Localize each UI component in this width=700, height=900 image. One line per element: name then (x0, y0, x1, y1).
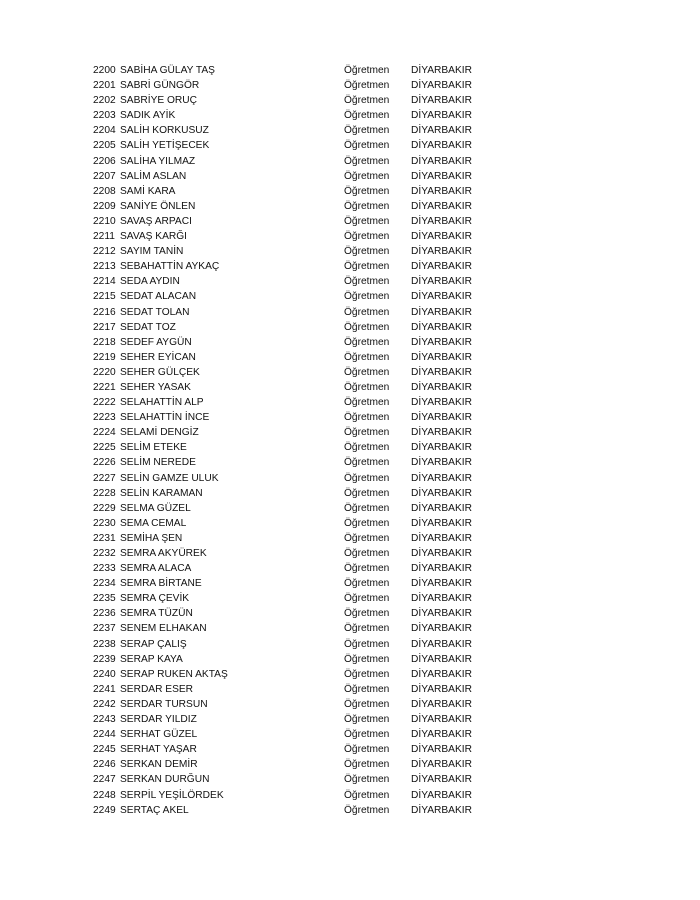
row-number: 2208 (93, 185, 116, 197)
list-item (93, 667, 493, 682)
row-number: 2229 (93, 502, 116, 514)
person-name: SEDAT TOLAN (120, 306, 190, 318)
job-title: Öğretmen (344, 110, 390, 122)
city-name: DİYARBAKIR (411, 397, 472, 409)
person-name: SAVAŞ KARĞI (120, 231, 187, 243)
list-item (93, 335, 493, 350)
person-name: SABRİ GÜNGÖR (120, 80, 200, 92)
person-name: SEDEF AYGÜN (120, 336, 192, 348)
city-name: DİYARBAKIR (411, 321, 472, 333)
person-name: SELİM ETEKE (120, 442, 187, 454)
person-name: SEHER GÜLÇEK (120, 366, 200, 378)
job-title: Öğretmen (344, 789, 390, 801)
list-item (93, 455, 493, 470)
job-title: Öğretmen (344, 593, 390, 605)
person-name: SERKAN DURĞUN (120, 774, 210, 786)
job-title: Öğretmen (344, 548, 390, 559)
person-name: SEMRA BİRTANE (120, 578, 202, 590)
person-name: SALİM ASLAN (120, 170, 187, 182)
row-number: 2210 (93, 215, 116, 227)
list-item (93, 350, 493, 365)
job-title: Öğretmen (344, 381, 390, 393)
row-number: 2228 (93, 487, 116, 499)
row-number: 2200 (93, 65, 116, 76)
row-number: 2221 (93, 381, 116, 393)
job-title: Öğretmen (344, 261, 390, 273)
row-number: 2209 (93, 200, 116, 212)
city-name: DİYARBAKIR (411, 155, 472, 167)
person-name: SERTAÇ AKEL (120, 804, 189, 816)
job-title: Öğretmen (344, 351, 390, 363)
city-name: DİYARBAKIR (411, 366, 472, 378)
city-name: DİYARBAKIR (411, 306, 472, 318)
city-name: DİYARBAKIR (411, 65, 472, 76)
row-number: 2230 (93, 517, 116, 529)
person-name: SERDAR YILDIZ (120, 714, 197, 726)
person-name: SERAP RUKEN AKTAŞ (120, 668, 228, 680)
person-name: SELAHATTİN ALP (120, 397, 204, 409)
job-title: Öğretmen (344, 804, 390, 816)
city-name: DİYARBAKIR (411, 532, 472, 544)
list-item (93, 305, 493, 320)
list-item (93, 772, 493, 787)
list-item (93, 471, 493, 486)
list-item (93, 803, 493, 818)
city-name: DİYARBAKIR (411, 744, 472, 756)
city-name: DİYARBAKIR (411, 276, 472, 288)
list-item (93, 320, 493, 335)
row-number: 2207 (93, 170, 116, 182)
job-title: Öğretmen (344, 623, 390, 635)
row-number: 2214 (93, 276, 116, 288)
row-number: 2234 (93, 578, 116, 590)
list-item (93, 274, 493, 289)
row-number: 2203 (93, 110, 116, 122)
city-name: DİYARBAKIR (411, 714, 472, 726)
person-name: SERHAT GÜZEL (120, 729, 198, 741)
city-name: DİYARBAKIR (411, 231, 472, 243)
person-name: SERDAR TURSUN (120, 698, 208, 710)
job-title: Öğretmen (344, 246, 390, 258)
list-item (93, 259, 493, 274)
row-number: 2235 (93, 593, 116, 605)
city-name: DİYARBAKIR (411, 487, 472, 499)
city-name: DİYARBAKIR (411, 683, 472, 695)
list-item (93, 78, 493, 93)
job-title: Öğretmen (344, 140, 390, 152)
row-number: 2220 (93, 366, 116, 378)
person-name: SEDAT ALACAN (120, 291, 197, 303)
list-item (93, 606, 493, 621)
list-item (93, 652, 493, 667)
list-item (93, 154, 493, 169)
job-title: Öğretmen (344, 366, 390, 378)
person-name: SEMRA AKYÜREK (120, 548, 207, 559)
person-name: SERDAR ESER (120, 683, 194, 695)
row-number: 2222 (93, 397, 116, 409)
list-item (93, 591, 493, 606)
row-number: 2224 (93, 427, 116, 439)
person-name: SALİH KORKUSUZ (120, 125, 209, 137)
row-number: 2237 (93, 623, 116, 635)
person-name: SELAMİ DENGİZ (120, 427, 199, 439)
row-number: 2202 (93, 95, 116, 107)
person-name: SERPİL YEŞİLÖRDEK (120, 789, 224, 801)
job-title: Öğretmen (344, 155, 390, 167)
list-item (93, 199, 493, 214)
row-number: 2232 (93, 548, 116, 559)
person-name: SEMRA ALACA (120, 563, 192, 575)
city-name: DİYARBAKIR (411, 95, 472, 107)
row-number: 2219 (93, 351, 116, 363)
job-title: Öğretmen (344, 397, 390, 409)
city-name: DİYARBAKIR (411, 246, 472, 258)
city-name: DİYARBAKIR (411, 804, 472, 816)
row-number: 2213 (93, 261, 116, 273)
city-name: DİYARBAKIR (411, 563, 472, 575)
list-item (93, 516, 493, 531)
person-name: SENEM ELHAKAN (120, 623, 207, 635)
row-number: 2212 (93, 246, 116, 258)
job-title: Öğretmen (344, 457, 390, 469)
list-item (93, 727, 493, 742)
person-name: SELİN KARAMAN (120, 487, 203, 499)
row-number: 2216 (93, 306, 116, 318)
city-name: DİYARBAKIR (411, 351, 472, 363)
city-name: DİYARBAKIR (411, 472, 472, 484)
person-name: SALİH YETİŞECEK (120, 140, 210, 152)
city-name: DİYARBAKIR (411, 110, 472, 122)
row-number: 2223 (93, 412, 116, 424)
job-title: Öğretmen (344, 427, 390, 439)
list-item (93, 757, 493, 772)
person-name: SEDA AYDIN (120, 276, 180, 288)
person-name: SADIK AYİK (120, 110, 176, 122)
job-title: Öğretmen (344, 502, 390, 514)
job-title: Öğretmen (344, 487, 390, 499)
list-item (93, 108, 493, 123)
city-name: DİYARBAKIR (411, 774, 472, 786)
city-name: DİYARBAKIR (411, 381, 472, 393)
job-title: Öğretmen (344, 65, 390, 76)
job-title: Öğretmen (344, 306, 390, 318)
person-name: SAMİ KARA (120, 185, 176, 197)
job-title: Öğretmen (344, 170, 390, 182)
city-name: DİYARBAKIR (411, 215, 472, 227)
list-item (93, 788, 493, 803)
row-number: 2242 (93, 698, 116, 710)
city-name: DİYARBAKIR (411, 698, 472, 710)
person-name: SELAHATTİN İNCE (120, 412, 210, 424)
list-item (93, 501, 493, 516)
job-title: Öğretmen (344, 729, 390, 741)
city-name: DİYARBAKIR (411, 548, 472, 559)
city-name: DİYARBAKIR (411, 427, 472, 439)
job-title: Öğretmen (344, 638, 390, 650)
job-title: Öğretmen (344, 472, 390, 484)
row-number: 2239 (93, 653, 116, 665)
list-item (93, 214, 493, 229)
job-title: Öğretmen (344, 291, 390, 303)
job-title: Öğretmen (344, 80, 390, 92)
row-number: 2236 (93, 608, 116, 620)
city-name: DİYARBAKIR (411, 412, 472, 424)
job-title: Öğretmen (344, 683, 390, 695)
job-title: Öğretmen (344, 185, 390, 197)
job-title: Öğretmen (344, 668, 390, 680)
row-number: 2247 (93, 774, 116, 786)
row-number: 2211 (93, 231, 115, 243)
city-name: DİYARBAKIR (411, 170, 472, 182)
row-number: 2246 (93, 759, 116, 771)
person-name: SAVAŞ ARPACI (120, 215, 192, 227)
staff-list (93, 63, 493, 818)
city-name: DİYARBAKIR (411, 623, 472, 635)
person-name: SEHER EYİCAN (120, 351, 196, 363)
job-title: Öğretmen (344, 321, 390, 333)
list-item (93, 169, 493, 184)
list-item (93, 395, 493, 410)
row-number: 2226 (93, 457, 116, 469)
city-name: DİYARBAKIR (411, 789, 472, 801)
city-name: DİYARBAKIR (411, 200, 472, 212)
city-name: DİYARBAKIR (411, 442, 472, 454)
city-name: DİYARBAKIR (411, 653, 472, 665)
job-title: Öğretmen (344, 744, 390, 756)
person-name: SELİM NEREDE (120, 457, 196, 469)
row-number: 2241 (93, 683, 116, 695)
city-name: DİYARBAKIR (411, 291, 472, 303)
list-item (93, 712, 493, 727)
job-title: Öğretmen (344, 774, 390, 786)
job-title: Öğretmen (344, 608, 390, 620)
list-item (93, 742, 493, 757)
row-number: 2206 (93, 155, 116, 167)
city-name: DİYARBAKIR (411, 729, 472, 741)
row-number: 2240 (93, 668, 116, 680)
job-title: Öğretmen (344, 412, 390, 424)
person-name: SALİHA YILMAZ (120, 155, 196, 167)
list-item (93, 576, 493, 591)
job-title: Öğretmen (344, 759, 390, 771)
city-name: DİYARBAKIR (411, 80, 472, 92)
row-number: 2217 (93, 321, 116, 333)
person-name: SEMRA ÇEVİK (120, 593, 190, 605)
list-item (93, 486, 493, 501)
list-item (93, 410, 493, 425)
row-number: 2244 (93, 729, 116, 741)
job-title: Öğretmen (344, 336, 390, 348)
list-item (93, 289, 493, 304)
list-item (93, 621, 493, 636)
person-name: SERHAT YAŞAR (120, 744, 197, 756)
city-name: DİYARBAKIR (411, 668, 472, 680)
row-number: 2248 (93, 789, 116, 801)
list-item (93, 425, 493, 440)
person-name: SEMRA TÜZÜN (120, 608, 193, 620)
row-number: 2201 (93, 80, 116, 92)
person-name: SEMA CEMAL (120, 517, 187, 529)
person-name: SANİYE ÖNLEN (120, 200, 196, 212)
list-item (93, 380, 493, 395)
row-number: 2215 (93, 291, 116, 303)
row-number: 2249 (93, 804, 116, 816)
city-name: DİYARBAKIR (411, 593, 472, 605)
row-number: 2233 (93, 563, 116, 575)
job-title: Öğretmen (344, 517, 390, 529)
job-title: Öğretmen (344, 714, 390, 726)
list-item (93, 123, 493, 138)
job-title: Öğretmen (344, 532, 390, 544)
city-name: DİYARBAKIR (411, 336, 472, 348)
person-name: SERAP KAYA (120, 653, 183, 665)
job-title: Öğretmen (344, 231, 390, 243)
list-item (93, 697, 493, 712)
list-item (93, 184, 493, 199)
job-title: Öğretmen (344, 125, 390, 137)
list-item (93, 531, 493, 546)
city-name: DİYARBAKIR (411, 140, 472, 152)
row-number: 2245 (93, 744, 116, 756)
job-title: Öğretmen (344, 563, 390, 575)
city-name: DİYARBAKIR (411, 608, 472, 620)
list-item (93, 682, 493, 697)
list-item (93, 637, 493, 652)
person-name: SEMİHA ŞEN (120, 532, 183, 544)
person-name: SELİN GAMZE ULUK (120, 472, 219, 484)
job-title: Öğretmen (344, 215, 390, 227)
person-name: SABRİYE ORUÇ (120, 95, 197, 107)
city-name: DİYARBAKIR (411, 125, 472, 137)
person-name: SERKAN DEMİR (120, 759, 198, 771)
person-name: SEHER YASAK (120, 381, 191, 393)
city-name: DİYARBAKIR (411, 261, 472, 273)
list-item (93, 440, 493, 455)
city-name: DİYARBAKIR (411, 638, 472, 650)
city-name: DİYARBAKIR (411, 502, 472, 514)
list-item (93, 93, 493, 108)
row-number: 2205 (93, 140, 116, 152)
job-title: Öğretmen (344, 698, 390, 710)
list-item (93, 546, 493, 561)
row-number: 2243 (93, 714, 116, 726)
person-name: SEBAHATTİN AYKAÇ (120, 261, 220, 273)
list-item (93, 63, 493, 78)
list-item (93, 244, 493, 259)
job-title: Öğretmen (344, 276, 390, 288)
job-title: Öğretmen (344, 653, 390, 665)
city-name: DİYARBAKIR (411, 457, 472, 469)
list-item (93, 229, 493, 244)
list-item (93, 561, 493, 576)
row-number: 2204 (93, 125, 116, 137)
job-title: Öğretmen (344, 578, 390, 590)
city-name: DİYARBAKIR (411, 759, 472, 771)
list-item (93, 138, 493, 153)
row-number: 2238 (93, 638, 116, 650)
person-name: SELMA GÜZEL (120, 502, 191, 514)
person-name: SABİHA GÜLAY TAŞ (120, 65, 215, 76)
city-name: DİYARBAKIR (411, 185, 472, 197)
list-item (93, 365, 493, 380)
city-name: DİYARBAKIR (411, 517, 472, 529)
job-title: Öğretmen (344, 200, 390, 212)
person-name: SERAP ÇALIŞ (120, 638, 187, 650)
job-title: Öğretmen (344, 95, 390, 107)
person-name: SEDAT TOZ (120, 321, 176, 333)
row-number: 2227 (93, 472, 116, 484)
person-name: SAYIM TANİN (120, 246, 184, 258)
row-number: 2231 (93, 532, 116, 544)
job-title: Öğretmen (344, 442, 390, 454)
row-number: 2218 (93, 336, 116, 348)
city-name: DİYARBAKIR (411, 578, 472, 590)
row-number: 2225 (93, 442, 116, 454)
